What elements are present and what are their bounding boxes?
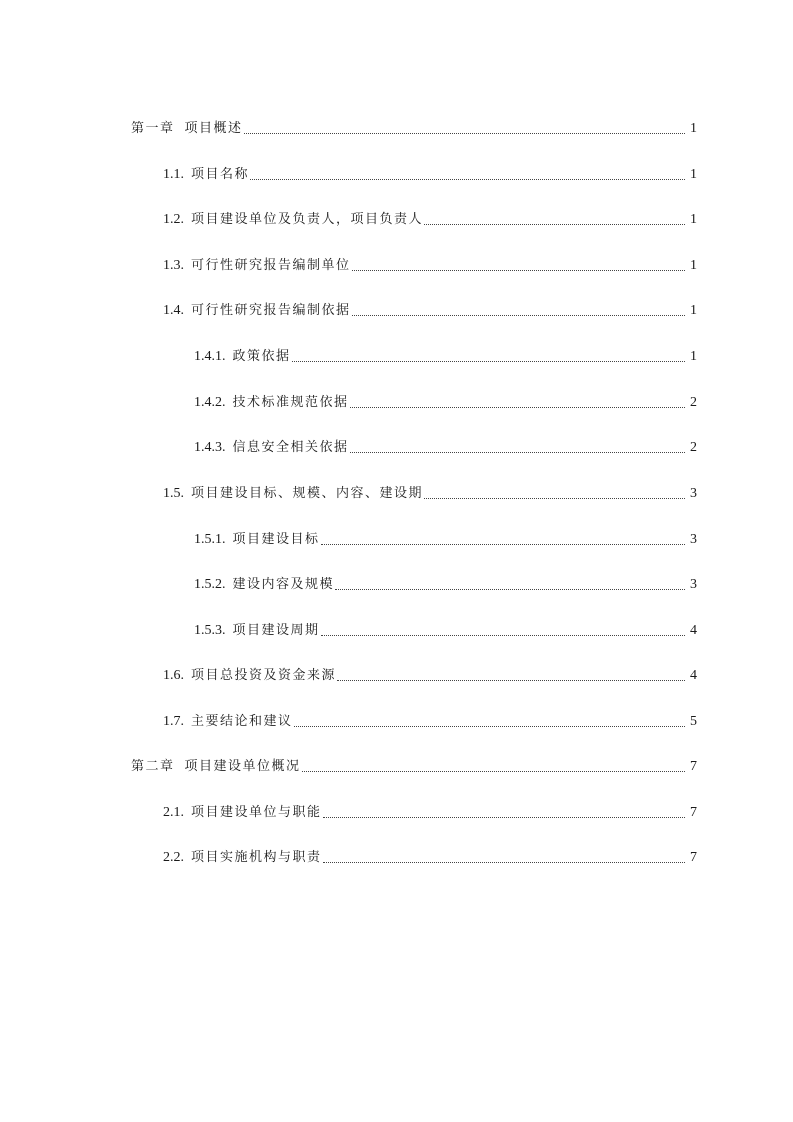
toc-leader-dots: [302, 771, 685, 772]
toc-entry-page: 1: [690, 349, 697, 364]
toc-entry-chapter-1[interactable]: [131, 118, 697, 140]
toc-entry-number: 1.5.3.: [194, 623, 226, 638]
toc-entry-page: 7: [690, 850, 697, 865]
toc-entry-title: 项目建设单位概况: [184, 759, 301, 774]
toc-entry-title: 政策依据: [232, 349, 291, 364]
toc-leader-dots: [294, 726, 685, 727]
toc-entry-page: 4: [690, 623, 697, 638]
toc-entry-title: 可行性研究报告编制依据: [191, 303, 351, 318]
toc-entry-page: 1: [690, 212, 697, 227]
toc-entry-number: 1.4.3.: [194, 440, 226, 455]
toc-entry-number: 2.2.: [163, 850, 184, 865]
toc-leader-dots: [321, 544, 685, 545]
toc-entry-1-4-1[interactable]: [194, 346, 697, 368]
toc-entry-number: 1.3.: [163, 258, 184, 273]
toc-entry-page: 1: [690, 167, 697, 182]
toc-entry-1-4-2[interactable]: [194, 392, 697, 414]
toc-entry-number: 2.1.: [163, 805, 184, 820]
toc-entry-title: 项目总投资及资金来源: [191, 668, 337, 683]
toc-entry-2-2[interactable]: [163, 847, 697, 869]
toc-entry-number: 1.2.: [163, 212, 184, 227]
toc-entry-page: 7: [690, 805, 697, 820]
toc-entry-number: 1.1.: [163, 167, 184, 182]
toc-entry-title: 信息安全相关依据: [232, 440, 349, 455]
toc-entry-title: 项目建设单位及负责人，项目负责人: [191, 212, 424, 227]
toc-entry-number: 1.6.: [163, 668, 184, 683]
toc-entry-page: 4: [690, 668, 697, 683]
toc-entry-title: 项目实施机构与职责: [191, 850, 322, 865]
toc-entry-number: 第一章: [131, 121, 175, 136]
toc-entry-title: 项目建设目标、规模、内容、建设期: [191, 486, 424, 501]
toc-entry-title: 项目概述: [184, 121, 243, 136]
toc-entry-page: 5: [690, 714, 697, 729]
toc-entry-title: 项目建设目标: [232, 532, 320, 547]
toc-entry-chapter-2[interactable]: [131, 756, 697, 778]
toc-leader-dots: [335, 589, 685, 590]
toc-entry-number: 1.7.: [163, 714, 184, 729]
toc-entry-title: 可行性研究报告编制单位: [191, 258, 351, 273]
toc-entry-number: 1.5.2.: [194, 577, 226, 592]
toc-entry-title: 建设内容及规模: [232, 577, 335, 592]
toc-entry-number: 第二章: [131, 759, 175, 774]
toc-leader-dots: [352, 315, 685, 316]
toc-leader-dots: [337, 680, 685, 681]
toc-entry-number: 1.5.: [163, 486, 184, 501]
toc-entry-2-1[interactable]: [163, 802, 697, 824]
toc-entry-page: 1: [690, 303, 697, 318]
toc-entry-title: 项目建设单位与职能: [191, 805, 322, 820]
toc-entry-title: 技术标准规范依据: [232, 395, 349, 410]
toc-entry-title: 项目名称: [191, 167, 250, 182]
toc-entry-1-5-1[interactable]: [194, 529, 697, 551]
toc-leader-dots: [350, 407, 685, 408]
toc-entry-1-3[interactable]: [163, 255, 697, 277]
toc-entry-title: 主要结论和建议: [191, 714, 293, 729]
toc-leader-dots: [292, 361, 685, 362]
toc-entry-1-4[interactable]: [163, 300, 697, 322]
toc-entry-1-4-3[interactable]: [194, 437, 697, 459]
toc-entry-page: 3: [690, 532, 697, 547]
toc-entry-number: 1.5.1.: [194, 532, 226, 547]
toc-entry-title: 项目建设周期: [232, 623, 320, 638]
toc-entry-page: 3: [690, 486, 697, 501]
toc-entry-page: 1: [690, 258, 697, 273]
toc-entry-1-5[interactable]: [163, 483, 697, 505]
toc-entry-page: 1: [690, 121, 697, 136]
toc-entry-page: 7: [690, 759, 697, 774]
toc-leader-dots: [352, 270, 685, 271]
toc-entry-1-5-2[interactable]: [194, 574, 697, 596]
toc-entry-1-1[interactable]: [163, 164, 697, 186]
toc-leader-dots: [424, 224, 685, 225]
toc-entry-1-6[interactable]: [163, 665, 697, 687]
toc-leader-dots: [321, 635, 685, 636]
toc-entry-number: 1.4.1.: [194, 349, 226, 364]
toc-entry-1-2[interactable]: [163, 209, 697, 231]
toc-entry-1-5-3[interactable]: [194, 620, 697, 642]
toc-entry-page: 2: [690, 440, 697, 455]
toc-leader-dots: [350, 452, 685, 453]
toc-entry-page: 3: [690, 577, 697, 592]
toc-entry-page: 2: [690, 395, 697, 410]
toc-leader-dots: [424, 498, 685, 499]
toc-entry-number: 1.4.2.: [194, 395, 226, 410]
toc-entry-number: 1.4.: [163, 303, 184, 318]
toc-leader-dots: [323, 862, 685, 863]
toc-leader-dots: [244, 133, 685, 134]
toc-leader-dots: [323, 817, 685, 818]
toc-leader-dots: [250, 179, 685, 180]
toc-entry-1-7[interactable]: [163, 711, 697, 733]
